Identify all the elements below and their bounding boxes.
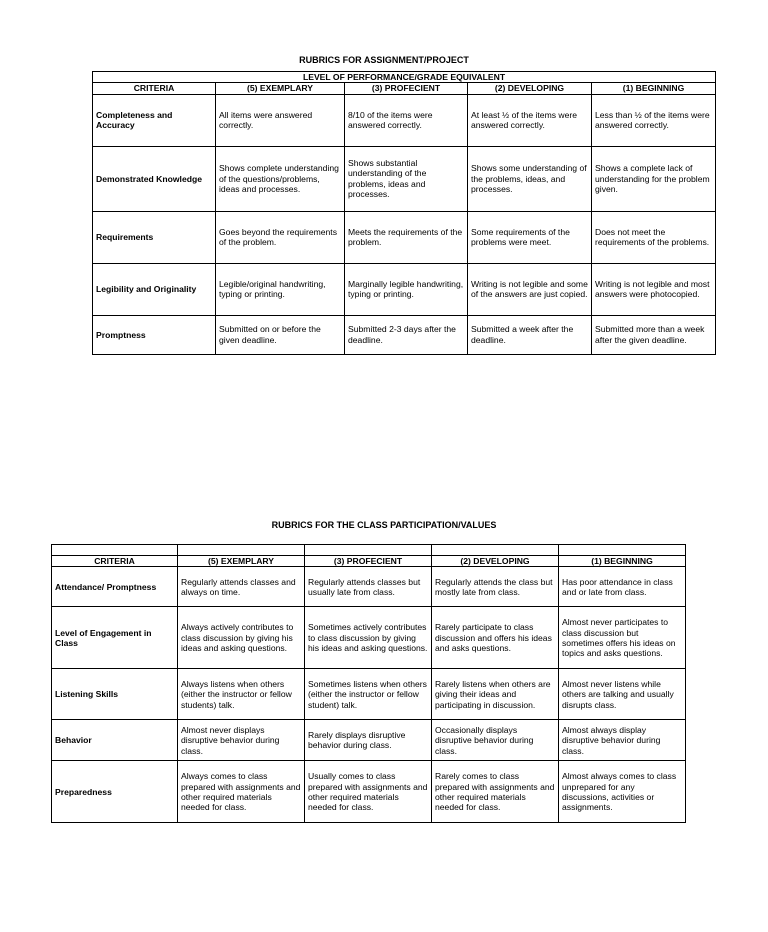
criteria-header: CRITERIA	[52, 556, 178, 567]
table-cell: Submitted more than a week after the given deadline.	[592, 315, 716, 354]
table-cell: Shows complete understanding of the questions/problems, ideas and processes.	[216, 146, 345, 211]
proficient-header: (3) PROFECIENT	[305, 556, 432, 567]
table-cell: Rarely displays disruptive behavior during class.	[305, 720, 432, 761]
header-row	[52, 556, 686, 567]
table-cell: Almost never participates to class discussion but sometimes offers his ideas on topics and asks questions.	[559, 607, 686, 669]
header-row	[93, 83, 716, 94]
criteria-cell: Attendance/ Promptness	[52, 567, 178, 607]
developing-header: (2) DEVELOPING	[432, 556, 559, 567]
table-cell: Rarely listens when others are giving their ideas and participating in discussion.	[432, 669, 559, 720]
table-cell: Regularly attends the class but mostly late from class.	[432, 567, 559, 607]
assignment-rubric-table	[92, 71, 716, 355]
criteria-cell: Demonstrated Knowledge	[93, 146, 216, 211]
beginning-header: (1) BEGINNING	[592, 83, 716, 94]
table-cell: Shows substantial understanding of the problems, ideas and processes.	[345, 146, 468, 211]
table-row	[52, 607, 686, 669]
table-cell: Always listens when others (either the instructor or fellow students) talk.	[178, 669, 305, 720]
table-row	[93, 94, 716, 146]
criteria-cell: Requirements	[93, 211, 216, 263]
table-row	[52, 669, 686, 720]
performance-level-banner: LEVEL OF PERFORMANCE/GRADE EQUIVALENT	[93, 72, 716, 83]
table-row	[93, 263, 716, 315]
table-cell: Almost never displays disruptive behavior during class.	[178, 720, 305, 761]
table-cell: Shows a complete lack of understanding for the problem given.	[592, 146, 716, 211]
table-cell: Usually comes to class prepared with assignments and other required materials needed for class.	[305, 761, 432, 823]
proficient-header: (3) PROFECIENT	[345, 83, 468, 94]
criteria-header: CRITERIA	[93, 83, 216, 94]
table-row	[52, 567, 686, 607]
table-cell: Does not meet the requirements of the problems.	[592, 211, 716, 263]
table-cell: All items were answered correctly.	[216, 94, 345, 146]
table-cell: Almost always comes to class unprepared for any discussions, activities or assignments.	[559, 761, 686, 823]
participation-rubric-title: RUBRICS FOR THE CLASS PARTICIPATION/VALUES	[271, 520, 497, 530]
exemplary-header: (5) EXEMPLARY	[216, 83, 345, 94]
table-cell: Writing is not legible and most answers were photocopied.	[592, 263, 716, 315]
table-cell: Sometimes actively contributes to class discussion by giving his ideas and asking questions.	[305, 607, 432, 669]
table-cell: 8/10 of the items were answered correctly.	[345, 94, 468, 146]
table-cell: Less than ½ of the items were answered correctly.	[592, 94, 716, 146]
table-row	[93, 211, 716, 263]
table-cell: Marginally legible handwriting, typing or printing.	[345, 263, 468, 315]
table-cell: Almost never listens while others are talking and usually disrupts class.	[559, 669, 686, 720]
table-cell: At least ½ of the items were answered correctly.	[468, 94, 592, 146]
criteria-cell: Listening Skills	[52, 669, 178, 720]
table-row	[52, 761, 686, 823]
table-row	[93, 315, 716, 354]
table-cell: Always actively contributes to class discussion by giving his ideas and asking questions.	[178, 607, 305, 669]
exemplary-header: (5) EXEMPLARY	[178, 556, 305, 567]
beginning-header: (1) BEGINNING	[559, 556, 686, 567]
criteria-cell: Legibility and Originality	[93, 263, 216, 315]
table-cell: Meets the requirements of the problem.	[345, 211, 468, 263]
criteria-cell: Level of Engagement in Class	[52, 607, 178, 669]
table-cell: Legible/original handwriting, typing or printing.	[216, 263, 345, 315]
table-cell: Always comes to class prepared with assignments and other required materials needed for class.	[178, 761, 305, 823]
criteria-cell: Behavior	[52, 720, 178, 761]
table-cell: Regularly attends classes but usually late from class.	[305, 567, 432, 607]
table-cell: Shows some understanding of the problems, ideas, and processes.	[468, 146, 592, 211]
table-cell: Almost always display disruptive behavior during class.	[559, 720, 686, 761]
table-cell: Rarely participate to class discussion and offers his ideas and asks questions.	[432, 607, 559, 669]
table-cell: Writing is not legible and some of the answers are just copied.	[468, 263, 592, 315]
empty-row	[52, 545, 686, 556]
assignment-rubric-title: RUBRICS FOR ASSIGNMENT/PROJECT	[299, 55, 469, 65]
table-cell: Submitted 2-3 days after the deadline.	[345, 315, 468, 354]
criteria-cell: Preparedness	[52, 761, 178, 823]
developing-header: (2) DEVELOPING	[468, 83, 592, 94]
table-cell: Regularly attends classes and always on time.	[178, 567, 305, 607]
table-cell: Rarely comes to class prepared with assignments and other required materials needed for class.	[432, 761, 559, 823]
table-cell: Has poor attendance in class and or late from class.	[559, 567, 686, 607]
table-cell: Some requirements of the problems were meet.	[468, 211, 592, 263]
table-row	[52, 720, 686, 761]
table-cell: Submitted a week after the deadline.	[468, 315, 592, 354]
table-cell: Sometimes listens when others (either the instructor or fellow student) talk.	[305, 669, 432, 720]
criteria-cell: Promptness	[93, 315, 216, 354]
criteria-cell: Completeness and Accuracy	[93, 94, 216, 146]
table-cell: Submitted on or before the given deadline.	[216, 315, 345, 354]
table-cell: Goes beyond the requirements of the problem.	[216, 211, 345, 263]
table-row	[93, 146, 716, 211]
participation-rubric-table	[51, 544, 686, 823]
table-cell: Occasionally displays disruptive behavior during class.	[432, 720, 559, 761]
